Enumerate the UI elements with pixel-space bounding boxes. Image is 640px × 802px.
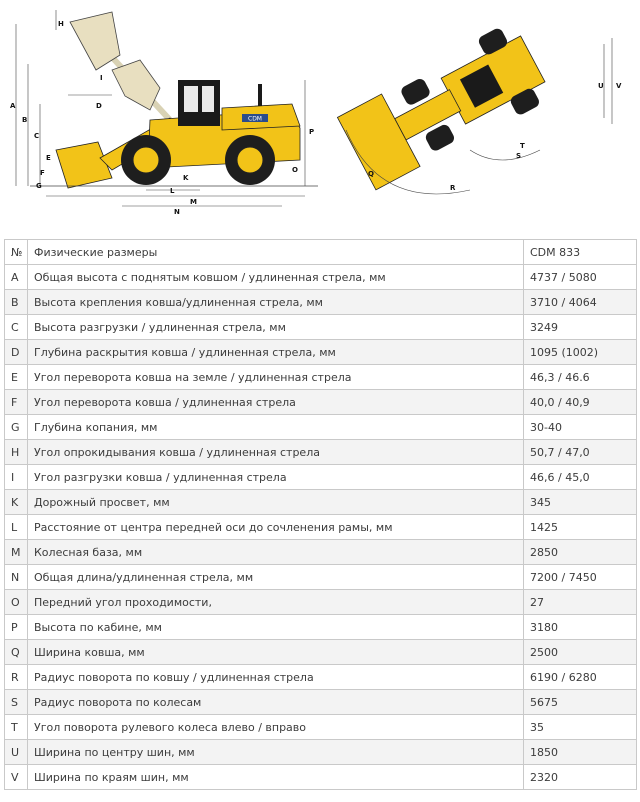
row-value: 1425 xyxy=(524,515,637,540)
lowered-bucket xyxy=(56,142,112,188)
dim-label: K xyxy=(183,174,189,182)
row-parameter: Высота крепления ковша/удлиненная стрела, мм xyxy=(28,290,524,315)
table-row xyxy=(5,490,637,515)
table-header-row xyxy=(5,240,637,265)
dim-label: U xyxy=(598,82,604,90)
table-row xyxy=(5,640,637,665)
table-row xyxy=(5,365,637,390)
row-parameter: Ширина ковша, мм xyxy=(28,640,524,665)
row-code: Q xyxy=(5,640,28,665)
table-row xyxy=(5,290,637,315)
row-value: 345 xyxy=(524,490,637,515)
rear-wheel xyxy=(225,135,275,185)
table-body xyxy=(5,265,637,790)
row-code: O xyxy=(5,590,28,615)
dim-label: I xyxy=(100,74,103,82)
header-code: № xyxy=(5,240,28,265)
row-parameter: Дорожный просвет, мм xyxy=(28,490,524,515)
dim-label: Q xyxy=(368,170,374,178)
dim-label: S xyxy=(516,152,522,160)
dim-label: N xyxy=(174,208,180,216)
top-view xyxy=(336,20,622,194)
dim-label: R xyxy=(450,184,456,192)
row-parameter: Угол разгрузки ковша / удлиненная стрела xyxy=(28,465,524,490)
row-code: T xyxy=(5,715,28,740)
side-view xyxy=(10,10,318,216)
dim-label: M xyxy=(190,198,197,206)
table-row xyxy=(5,590,637,615)
table-row xyxy=(5,465,637,490)
row-value: 1095 (1002) xyxy=(524,340,637,365)
loader-dimension-figure xyxy=(0,0,640,232)
row-code: I xyxy=(5,465,28,490)
row-value: 35 xyxy=(524,715,637,740)
row-parameter: Глубина копания, мм xyxy=(28,415,524,440)
table-row xyxy=(5,515,637,540)
brand-decal-text: CDM xyxy=(248,115,262,123)
table-row xyxy=(5,740,637,765)
dim-label: P xyxy=(309,128,315,136)
row-code: G xyxy=(5,415,28,440)
row-code: S xyxy=(5,690,28,715)
dim-label: D xyxy=(96,102,102,110)
row-parameter: Угол опрокидывания ковша / удлиненная стрела xyxy=(28,440,524,465)
row-parameter: Ширина по краям шин, мм xyxy=(28,765,524,790)
table-row xyxy=(5,565,637,590)
row-value: 3710 / 4064 xyxy=(524,290,637,315)
table-row xyxy=(5,715,637,740)
row-parameter: Угол переворота ковша / удлиненная стрела xyxy=(28,390,524,415)
row-value: 2320 xyxy=(524,765,637,790)
row-code: L xyxy=(5,515,28,540)
row-code: A xyxy=(5,265,28,290)
row-value: 5675 xyxy=(524,690,637,715)
table-row xyxy=(5,340,637,365)
dump-bucket-outline xyxy=(112,60,160,110)
dim-label: E xyxy=(46,154,51,162)
row-parameter: Высота разгрузки / удлиненная стрела, мм xyxy=(28,315,524,340)
table-row xyxy=(5,665,637,690)
row-code: H xyxy=(5,440,28,465)
table-row xyxy=(5,315,637,340)
dim-label: B xyxy=(22,116,28,124)
dim-label: G xyxy=(36,182,42,190)
row-value: 50,7 / 47,0 xyxy=(524,440,637,465)
row-value: 7200 / 7450 xyxy=(524,565,637,590)
row-code: U xyxy=(5,740,28,765)
row-value: 2500 xyxy=(524,640,637,665)
row-value: 46,6 / 45,0 xyxy=(524,465,637,490)
dim-label: F xyxy=(40,169,45,177)
row-code: F xyxy=(5,390,28,415)
loader-diagram xyxy=(0,0,640,232)
row-parameter: Передний угол проходимости, xyxy=(28,590,524,615)
header-parameter: Физические размеры xyxy=(28,240,524,265)
row-value: 2850 xyxy=(524,540,637,565)
row-parameter: Общая высота с поднятым ковшом / удлиненная стрела, мм xyxy=(28,265,524,290)
turning-arc-inner xyxy=(470,150,540,160)
dim-label: C xyxy=(34,132,40,140)
row-parameter: Высота по кабине, мм xyxy=(28,615,524,640)
row-parameter: Радиус поворота по ковшу / удлиненная стрела xyxy=(28,665,524,690)
row-value: 46,3 / 46.6 xyxy=(524,365,637,390)
table-row xyxy=(5,415,637,440)
row-value: 30-40 xyxy=(524,415,637,440)
row-code: E xyxy=(5,365,28,390)
row-code: R xyxy=(5,665,28,690)
dim-label: H xyxy=(58,20,64,28)
row-parameter: Глубина раскрытия ковша / удлиненная стрела, мм xyxy=(28,340,524,365)
row-value: 4737 / 5080 xyxy=(524,265,637,290)
table-row xyxy=(5,765,637,790)
row-value: 40,0 / 40,9 xyxy=(524,390,637,415)
table-row xyxy=(5,265,637,290)
row-parameter: Угол переворота ковша на земле / удлиненная стрела xyxy=(28,365,524,390)
row-code: V xyxy=(5,765,28,790)
cab-window xyxy=(184,86,198,112)
dim-label: L xyxy=(170,187,175,195)
cab-window-rear xyxy=(202,86,214,112)
row-parameter: Расстояние от центра передней оси до сочленения рамы, мм xyxy=(28,515,524,540)
row-parameter: Радиус поворота по колесам xyxy=(28,690,524,715)
row-code: N xyxy=(5,565,28,590)
table-row xyxy=(5,440,637,465)
row-parameter: Общая длина/удлиненная стрела, мм xyxy=(28,565,524,590)
row-value: 3249 xyxy=(524,315,637,340)
table-row xyxy=(5,690,637,715)
dim-label: T xyxy=(520,142,525,150)
row-value: 27 xyxy=(524,590,637,615)
front-wheel xyxy=(121,135,171,185)
dim-label: O xyxy=(292,166,298,174)
row-parameter: Ширина по центру шин, мм xyxy=(28,740,524,765)
row-code: C xyxy=(5,315,28,340)
row-value: 1850 xyxy=(524,740,637,765)
dim-label: V xyxy=(616,82,622,90)
row-value: 6190 / 6280 xyxy=(524,665,637,690)
row-code: K xyxy=(5,490,28,515)
exhaust-pipe xyxy=(258,84,262,106)
dim-label: A xyxy=(10,102,16,110)
row-parameter: Угол поворота рулевого колеса влево / вправо xyxy=(28,715,524,740)
row-code: D xyxy=(5,340,28,365)
table-row xyxy=(5,615,637,640)
header-model: CDM 833 xyxy=(524,240,637,265)
table-row xyxy=(5,540,637,565)
spec-table xyxy=(4,239,637,790)
row-parameter: Колесная база, мм xyxy=(28,540,524,565)
row-code: M xyxy=(5,540,28,565)
row-code: P xyxy=(5,615,28,640)
row-code: B xyxy=(5,290,28,315)
table-row xyxy=(5,390,637,415)
row-value: 3180 xyxy=(524,615,637,640)
